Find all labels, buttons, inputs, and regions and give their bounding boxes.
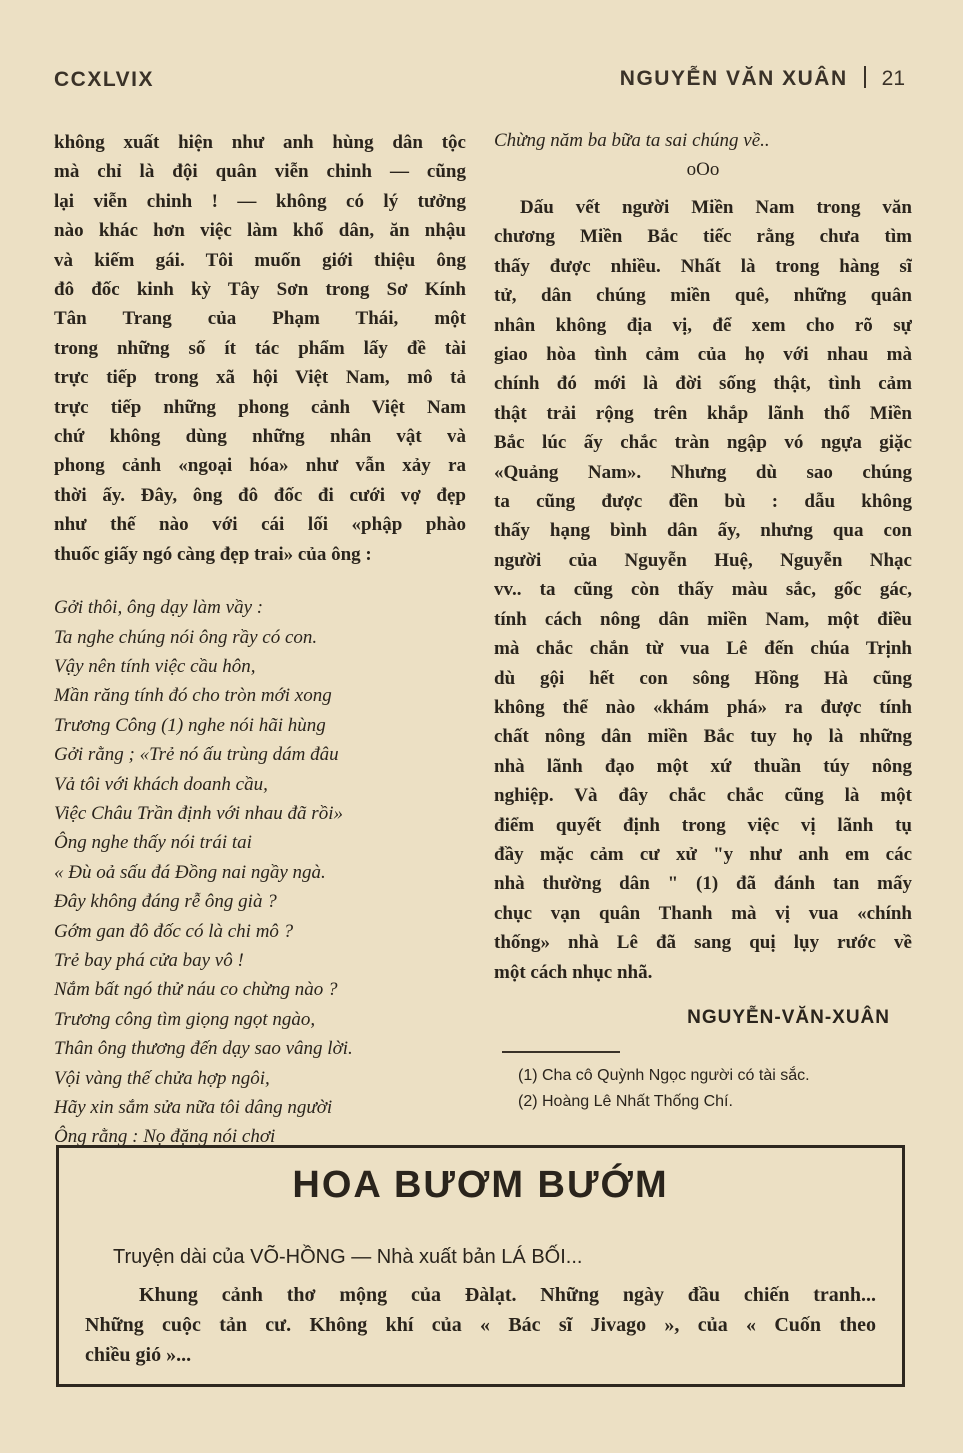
- prose-line: người của Nguyễn Huệ, Nguyễn Nhạc: [494, 549, 912, 571]
- verse-line: « Đù oả sấu đá Đồng nai ngầy ngà.: [54, 861, 326, 883]
- prose-line: thống» nhà Lê đã sang quị lụy rước về: [494, 932, 912, 954]
- prose-line: thấy được nhiều. Nhất là trong hàng sĩ: [494, 255, 912, 277]
- verse-line: Nắm bất ngó thử náu co chừng nào ?: [54, 979, 338, 1001]
- prose-line: nhà lãnh đạo một xứ thuần túy nông: [494, 755, 912, 777]
- prose-line: đầy mặc cảm cư xử "y như anh em các: [494, 843, 912, 865]
- prose-line: nhà thường dân " (1) đã đánh tan mấy: [494, 873, 912, 895]
- prose-line: nào khác hơn việc làm khổ dân, ăn nhậu: [54, 220, 466, 242]
- verse-line: Ta nghe chúng nói ông rầy có con.: [54, 626, 318, 648]
- footnote-rule: [502, 1051, 620, 1053]
- prose-line: nhân không địa vị, để xem cho rõ sự: [494, 314, 912, 336]
- prose-line: thấy hạng bình dân ấy, nhưng qua con: [494, 520, 912, 542]
- prose-line: như thế nào với cái lối «phập phào: [54, 514, 466, 536]
- prose-line: dù gội hết con sông Hồng Hà cũng: [494, 667, 912, 689]
- prose-line: chất nông dân miền Bắc tuy họ là những: [494, 726, 912, 748]
- prose-line: chứ không dùng những nhân vật và: [54, 426, 466, 448]
- author-signature: NGUYỄN-VĂN-XUÂN: [687, 1006, 890, 1028]
- verse-line: Đây không đáng rễ ông già ?: [54, 891, 277, 913]
- ad-subtitle: Truyện dài của VÕ-HỒNG — Nhà xuất bản LÁ BỐI...: [113, 1246, 583, 1268]
- verse-line: Mần răng tính đó cho tròn mới xong: [54, 685, 332, 707]
- verse-line: Gởi rằng ; «Trẻ nó ấu trùng dám đâu: [54, 744, 339, 766]
- prose-line: điểm quyết định trong việc vị lãnh tụ: [494, 814, 912, 836]
- poem-excerpt: [54, 593, 466, 1152]
- prose-line: phong cảnh «ngoại hóa» như vẫn xảy ra: [54, 455, 466, 477]
- ad-line: chiều gió »...: [85, 1344, 192, 1366]
- right-prose: [494, 193, 912, 987]
- prose-line: trực tiếp những phong cảnh Việt Nam: [54, 396, 466, 418]
- issue-number: CCXLVIX: [54, 68, 154, 91]
- verse-line: Vả tôi với khách doanh cầu,: [54, 773, 268, 795]
- prose-line: mà chắc chắn từ vua Lê đến chúa Trịnh: [494, 638, 912, 660]
- prose-line: thật trải rộng trên khắp lãnh thổ Miền: [494, 402, 912, 424]
- prose-line: nghiệp. Và đây chắc chắc cũng là một: [494, 785, 912, 807]
- prose-line: Bắc lúc ấy chắc tràn ngập vó ngựa giặc: [494, 432, 912, 454]
- verse-line: Gởi thôi, ông dạy làm vầy :: [54, 597, 264, 619]
- book-advertisement: [56, 1145, 905, 1387]
- prose-line: không xuất hiện như anh hùng dân tộc: [54, 132, 466, 153]
- prose-line: Tân Trang của Phạm Thái, một: [54, 308, 466, 330]
- verse-line: Thân ông thương đến dạy sao vâng lời.: [54, 1038, 353, 1060]
- prose-line: và kiếm gái. Tôi muốn giới thiệu ông: [54, 249, 466, 271]
- prose-line: chính đó mới là đời sống thật, tình cảm: [494, 373, 912, 395]
- footnote: (2) Hoàng Lê Nhất Thống Chí.: [518, 1092, 733, 1110]
- prose-line: chục vạn quân Thanh mà vị vua «chính: [494, 902, 912, 924]
- prose-line: «Quảng Nam». Nhưng dù sao chúng: [494, 461, 912, 483]
- prose-line: lại viễn chinh ! — không có lý tưởng: [54, 190, 466, 212]
- footnote: (1) Cha cô Quỳnh Ngọc người có tài sắc.: [518, 1066, 810, 1084]
- verse-line: Ông nghe thấy nói trái tai: [54, 832, 252, 854]
- header-divider: [864, 66, 866, 88]
- prose-line: đô đốc kinh kỳ Tây Sơn trong Sơ Kính: [54, 279, 466, 301]
- prose-line: không thể nào «khám phá» ra được tính: [494, 696, 912, 718]
- prose-line: giao hòa tình cảm của họ với nhau mà: [494, 344, 912, 366]
- left-column: [54, 128, 466, 1152]
- header-author: NGUYỄN VĂN XUÂN: [619, 67, 848, 90]
- ad-line: Những cuộc tản cư. Không khí của « Bác sĩ Jivago », của « Cuốn theo: [85, 1314, 876, 1336]
- prose-line: thời ấy. Đây, ông đô đốc đi cưới vợ đẹp: [54, 484, 466, 506]
- left-prose: [54, 128, 466, 569]
- prose-line: Dấu vết người Miền Nam trong văn: [520, 197, 912, 218]
- ad-title: HOA BƯƠM BƯỚM: [292, 1164, 669, 1206]
- section-separator: oOo: [686, 159, 720, 180]
- verse-line: Chừng năm ba bữa ta sai chúng về..: [494, 130, 770, 151]
- prose-line: tử, dân chúng miền quê, những quân: [494, 285, 912, 307]
- right-column: [494, 126, 912, 1115]
- verse-line: Trương Công (1) nghe nói hãi hùng: [54, 714, 326, 736]
- verse-line: Vậy nên tính việc cầu hôn,: [54, 655, 256, 677]
- prose-line: trực tiếp trong xã hội Việt Nam, mô tả: [54, 367, 466, 389]
- prose-line: mà chỉ là đội quân viễn chinh — cũng: [54, 161, 466, 183]
- ad-description: [85, 1280, 876, 1370]
- page-number: 21: [881, 67, 905, 90]
- verse-line: Gớm gan đô đốc có là chi mô ?: [54, 920, 294, 942]
- prose-line: trong những số ít tác phẩm lấy đề tài: [54, 337, 466, 359]
- ad-line: Khung cảnh thơ mộng của Đàlạt. Những ngày đầu chiến tranh...: [139, 1284, 876, 1306]
- verse-line: Ông rằng : Nọ đặng nói chơi: [54, 1126, 276, 1148]
- prose-line: thuốc giấy ngó càng đẹp trai» của ông :: [54, 543, 372, 565]
- prose-line: một cách nhục nhã.: [494, 961, 653, 983]
- running-header: [620, 66, 905, 91]
- verse-line: Việc Châu Trần định với nhau đã rồi»: [54, 802, 343, 824]
- prose-line: tính cách nông dân miền Nam, một điều: [494, 608, 912, 630]
- verse-line: Hãy xin sắm sửa nữa tôi dâng người: [54, 1097, 333, 1118]
- verse-line: Vội vàng thế chửa hợp ngôi,: [54, 1067, 270, 1089]
- verse-line: Trương công tìm giọng ngọt ngào,: [54, 1008, 316, 1030]
- prose-line: ta cũng được đền bù : dẫu không: [494, 491, 912, 513]
- prose-line: vv.. ta cũng còn thấy màu sắc, gốc gác,: [494, 579, 912, 601]
- prose-line: chương Miền Bắc tiếc rằng chưa tìm: [494, 226, 912, 248]
- verse-line: Trẻ bay phá cửa bay vô !: [54, 949, 244, 971]
